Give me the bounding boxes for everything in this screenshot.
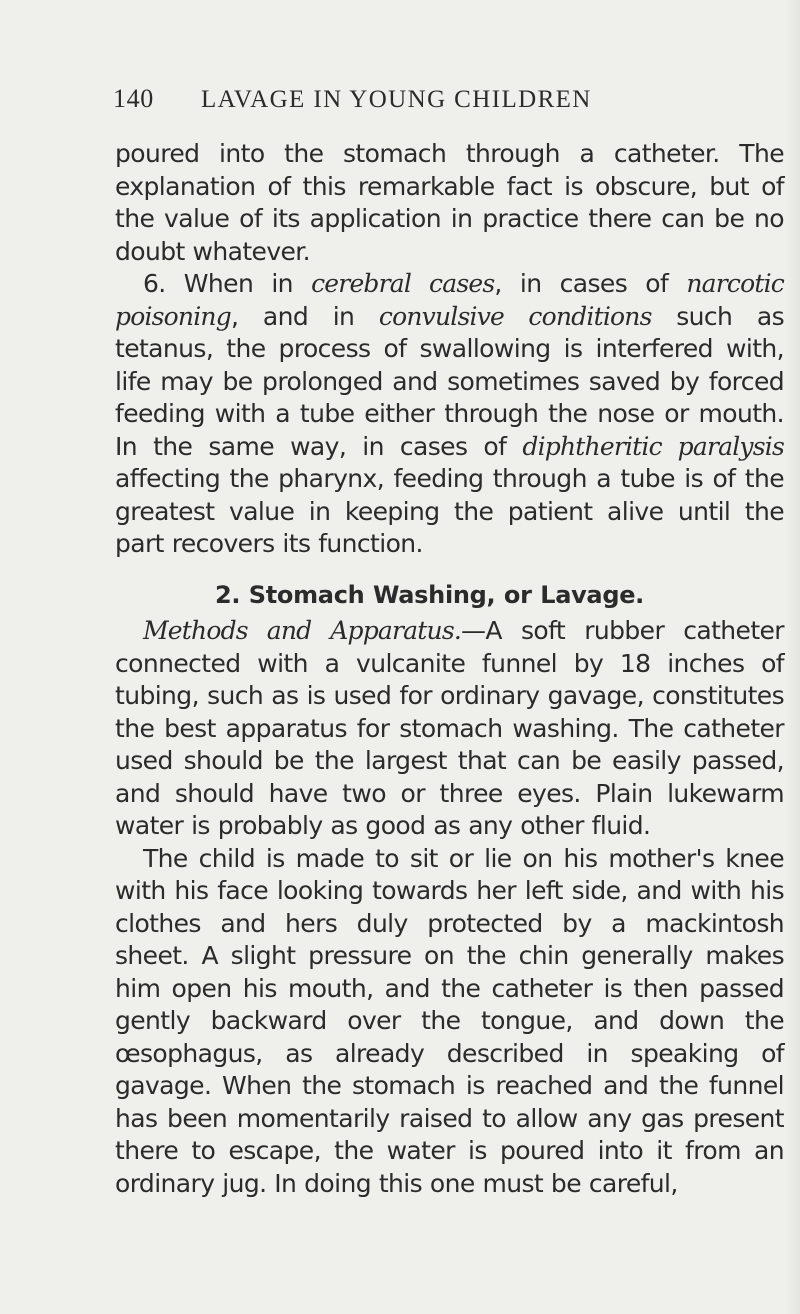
p2-italic-narcotic: narcotic poisoning (115, 269, 784, 331)
p2-text-i: affecting the pharynx, feeding through a tube is of the greatest value in keeping the patient alive until the part recovers its function. (115, 464, 784, 558)
p2-italic-cerebral: cerebral cases (311, 269, 495, 298)
p3-text: —A soft rubber catheter connected with a vulcanite funnel by 18 inches of tubing, such as is used for ordinary gavage, constitutes the best apparatus for stomach washing. The catheter used should be the largest that can be easily passed, and should have two or three eyes. Plain lukewarm water is probably as good as any other fluid. (115, 616, 784, 840)
p2-italic-convulsive: convulsive conditions (378, 301, 652, 331)
running-head: LAVAGE IN YOUNG CHILDREN (201, 86, 592, 113)
paragraph-4: The child is made to sit or lie on his mother's knee with his face looking towards her left side, and with his clothes and hers duly protected by a mackintosh sheet. A slight pressure on the chin generally makes him open his mouth, and the catheter is then passed gently backward over the tongue, and down the œsophagus, as already described in speaking of gavage. When the stomach is reached and the funnel has been momentarily raised to allow any gas present there to escape, the water is poured into it from an ordinary jug. In doing this one must be careful, (115, 843, 784, 1198)
p2-italic-diphtheritic: diphtheritic paralysis (522, 431, 784, 461)
p3-italic-methods: Methods and Apparatus. (143, 616, 461, 645)
p2-text-e: , and in (230, 301, 379, 331)
paragraph-2 (115, 268, 784, 561)
page-number: 140 (113, 84, 154, 113)
paragraph-1: poured into the stomach through a catheter. The explanation of this remarkable fact is obscure, but of the value of its application in practice there can be no doubt whatever. (115, 139, 784, 266)
page-header (113, 84, 673, 114)
paragraph-3 (115, 615, 784, 843)
p2-text-c: , in cases of (494, 269, 687, 298)
p2-text-g: such as tetanus, the process of swallowing is interfered with, life may be prolonged and sometimes saved by forced feeding with a tube either through the nose or mouth. In the same way, in cases of (115, 301, 785, 461)
section-heading: 2. Stomach Washing, or Lavage. (214, 580, 645, 609)
p2-text-a: 6. When in (143, 269, 312, 298)
page-edge-shadow (786, 0, 800, 1314)
body-text (115, 138, 784, 1200)
